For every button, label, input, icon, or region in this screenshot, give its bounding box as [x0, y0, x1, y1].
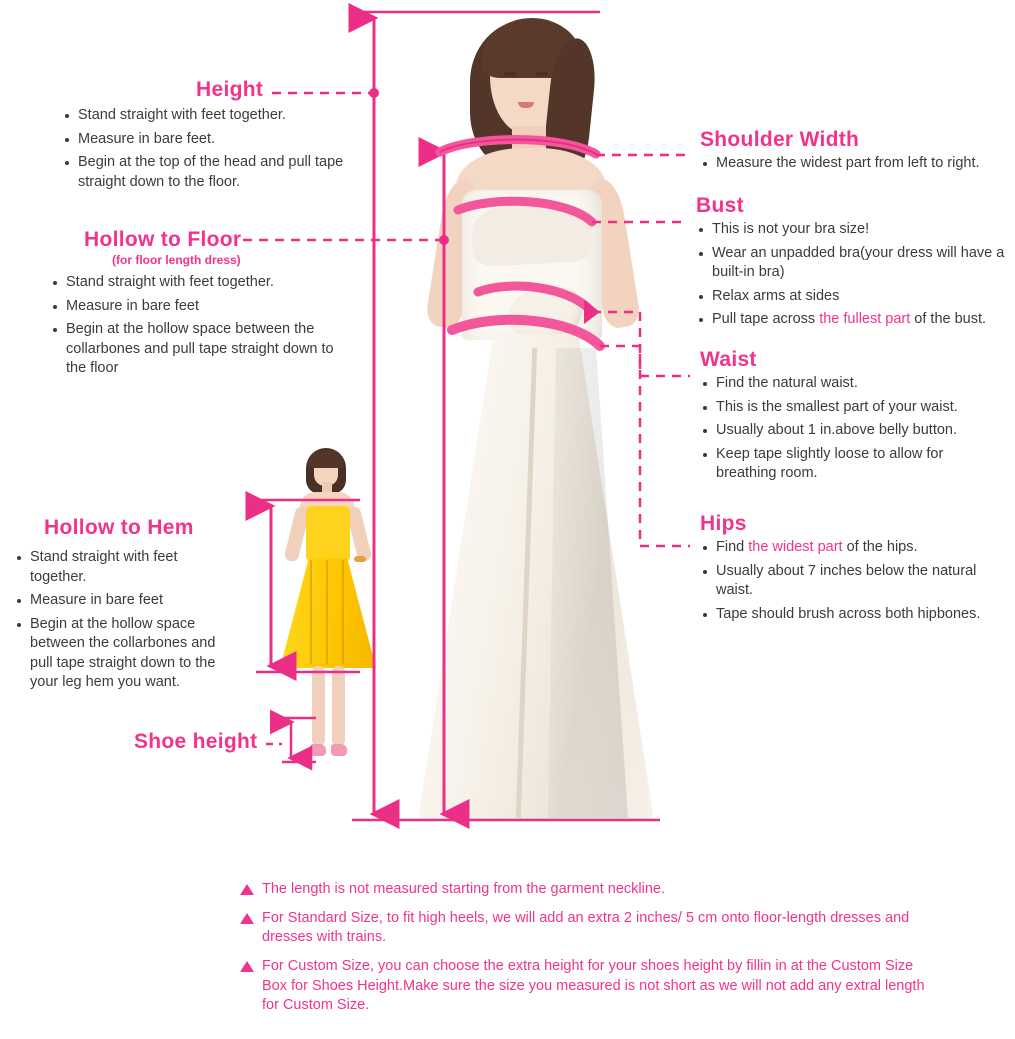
- list-item: Relax arms at sides: [696, 287, 1011, 307]
- bust-bullet-list: [696, 220, 1011, 330]
- shoe-height-section: [134, 730, 257, 754]
- bust-heading: Bust: [696, 194, 744, 217]
- small-skirt-shape: [280, 558, 376, 668]
- shoulder-width-bullet-list: [700, 154, 1010, 174]
- list-item: Stand straight with feet together.: [14, 548, 234, 587]
- short-dress-model-illustration: [268, 448, 388, 768]
- eye-right-shape: [536, 72, 548, 76]
- shoulder-width-heading: Shoulder Width: [700, 128, 860, 151]
- hips-highlight-text: the widest part: [748, 539, 843, 555]
- small-bodice-shape: [306, 506, 350, 562]
- bust-pre-text: Pull tape across: [712, 311, 820, 328]
- list-item: Measure in bare feet: [50, 297, 350, 317]
- small-leg-left-shape: [312, 666, 325, 746]
- list-item: Stand straight with feet together.: [62, 106, 362, 126]
- small-skirt-pleat-shape: [342, 560, 344, 664]
- list-item-hips-widest: [700, 538, 1005, 558]
- hollow-to-floor-section: [50, 228, 350, 383]
- eye-left-shape: [504, 72, 516, 76]
- hips-post-text: of the hips.: [842, 539, 918, 555]
- list-item: Begin at the hollow space between the collarbones and pull tape straight down to the your leg hem you want.: [14, 615, 234, 693]
- hips-bullet-list: [700, 538, 1005, 624]
- waist-section: [700, 348, 1000, 488]
- height-heading: Height: [196, 78, 264, 101]
- warning-triangle-icon: [240, 884, 254, 895]
- list-item: Measure in bare feet: [14, 591, 234, 611]
- warning-triangle-icon: [240, 961, 254, 972]
- small-shoe-right-shape: [331, 744, 347, 756]
- footer-notes: [240, 880, 940, 1025]
- list-item: Keep tape slightly loose to allow for breathing room.: [700, 445, 1000, 484]
- list-item: Stand straight with feet together.: [50, 273, 350, 293]
- small-skirt-pleat-shape: [310, 560, 312, 664]
- list-item: Begin at the top of the head and pull tape straight down to the floor.: [62, 153, 362, 192]
- list-item: Usually about 1 in.above belly button.: [700, 421, 1000, 441]
- note-text: The length is not measured starting from the garment neckline.: [262, 881, 665, 897]
- list-item: Usually about 7 inches below the natural waist.: [700, 562, 1005, 601]
- waist-heading: Waist: [700, 348, 757, 371]
- hollow-to-hem-bullet-list: [14, 548, 234, 693]
- shoulder-width-section: [700, 128, 1010, 178]
- bust-section: [696, 194, 1011, 334]
- small-leg-right-shape: [332, 666, 345, 746]
- hollow-to-hem-heading: Hollow to Hem: [44, 516, 194, 539]
- hollow-to-floor-bullet-list: [50, 273, 350, 379]
- note-text: For Custom Size, you can choose the extra height for your shoes height by fillin in at the Custom Size Box for Shoes Height.Make sure the size you measured is not short as we will not add any extral length for Custom Size.: [262, 958, 925, 1013]
- list-item: This is the smallest part of your waist.: [700, 398, 1000, 418]
- note-row: [240, 957, 940, 1014]
- list-item: Measure in bare feet.: [62, 130, 362, 150]
- note-row: [240, 880, 940, 899]
- height-section: [62, 78, 362, 196]
- small-shoe-left-shape: [310, 744, 326, 756]
- list-item: Find the natural waist.: [700, 374, 1000, 394]
- warning-triangle-icon: [240, 913, 254, 924]
- note-row: [240, 909, 940, 947]
- hips-heading: Hips: [700, 512, 747, 535]
- small-hair-top-shape: [308, 450, 344, 468]
- list-item-bust-fullest: [696, 310, 1011, 330]
- main-model-illustration: [398, 8, 688, 823]
- list-item: Begin at the hollow space between the collarbones and pull tape straight down to the floor: [50, 320, 350, 379]
- hips-section: [700, 512, 1005, 628]
- small-bracelet-shape: [354, 556, 366, 562]
- waist-bullet-list: [700, 374, 1000, 484]
- shoe-height-heading: Shoe height: [134, 730, 258, 753]
- list-item: Tape should brush across both hipbones.: [700, 605, 1005, 625]
- hollow-to-floor-subheading: (for floor length dress): [112, 253, 241, 267]
- small-skirt-pleat-shape: [326, 560, 328, 664]
- bodice-fold-shape: [471, 201, 594, 267]
- list-item: Measure the widest part from left to right.: [700, 154, 1010, 174]
- hollow-to-hem-section: [14, 516, 234, 697]
- height-bullet-list: [62, 106, 362, 192]
- note-text: For Standard Size, to fit high heels, we will add an extra 2 inches/ 5 cm onto floor-length dresses and dresses with trains.: [262, 910, 910, 946]
- bust-highlight-text: the fullest part: [819, 311, 911, 328]
- hollow-to-floor-heading: Hollow to Floor: [84, 228, 242, 251]
- list-item: This is not your bra size!: [696, 220, 1011, 240]
- bust-post-text: of the bust.: [910, 311, 987, 328]
- hips-pre-text: Find: [716, 539, 749, 555]
- list-item: Wear an unpadded bra(your dress will have a built-in bra): [696, 244, 1011, 283]
